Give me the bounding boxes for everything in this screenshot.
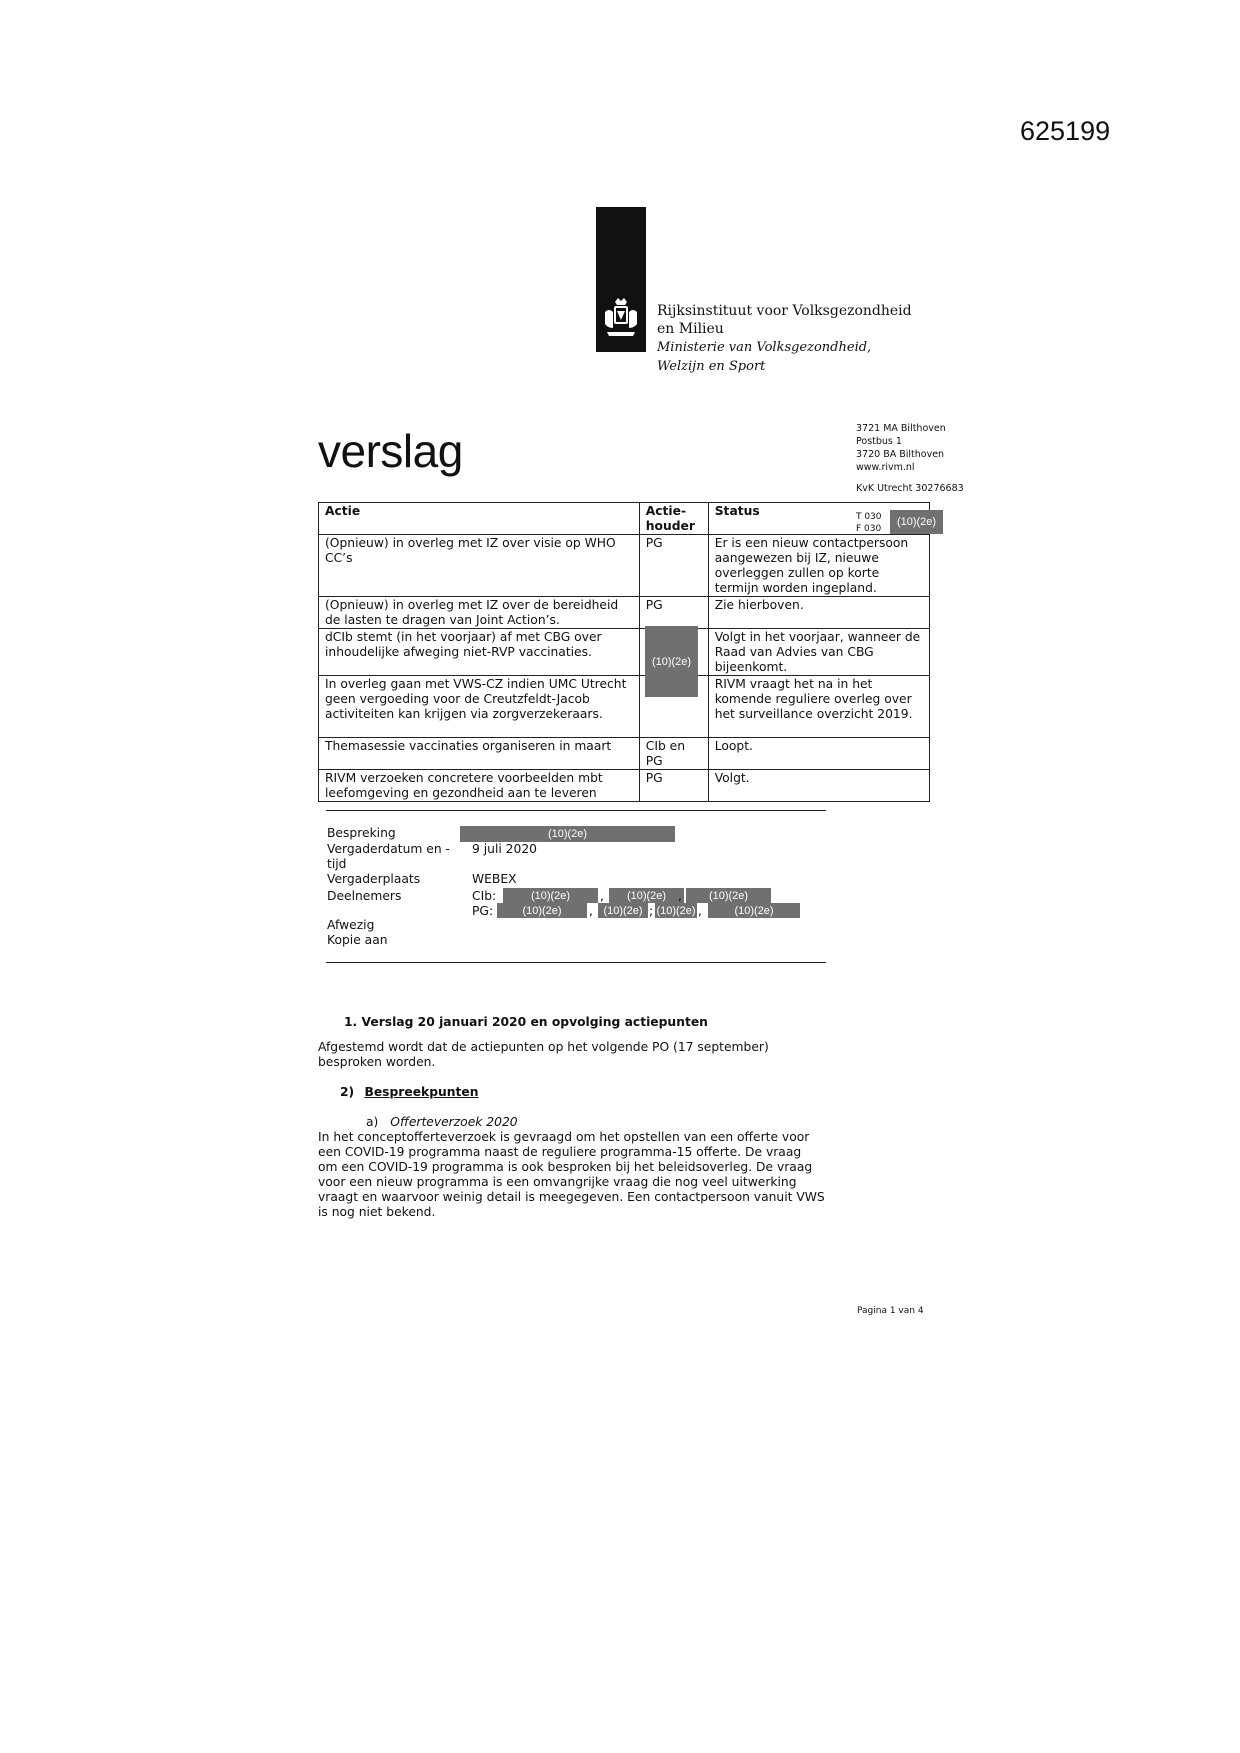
fax-line: F 030 [856,524,882,534]
body-line: In het conceptofferteverzoek is gevraagd om het opstellen van een offerte voor [318,1130,810,1144]
section-2-heading [340,1085,479,1099]
table-row [319,676,930,738]
cib-label: CIb: [472,889,497,903]
address-line-2: Postbus 1 [856,436,902,447]
address-block [856,422,964,495]
address-line-1: 3721 MA Bilthoven [856,423,946,434]
subsection-heading [366,1115,518,1129]
section-1-line-1: Afgestemd wordt dat de actiepunten op het volgende PO (17 september) [318,1040,769,1054]
redaction-block: (10)(2e) [708,903,800,918]
datum-label [327,842,450,872]
plaats-label: Vergaderplaats [327,872,421,886]
deelnemers-label: Deelnemers [327,889,402,903]
redaction-block: (10)(2e) [890,510,943,534]
redaction-block: (10)(2e) [503,888,598,903]
cell-actie: Themasessie vaccinaties organiseren in maart [319,738,640,770]
header-houder: Actie-houder [639,503,708,535]
table-row [319,535,930,597]
body-line: voor een nieuw programma is een omvangrijke vraag die nog veel uitwerking [318,1175,797,1189]
datum-label-line-2: tijd [327,857,347,871]
kopie-label: Kopie aan [327,933,388,947]
cell-status: Volgt in het voorjaar, wanneer de Raad van Advies van CBG bijeenkomt. [708,629,929,676]
redaction-block: (10)(2e) [656,904,696,917]
cell-actie: (Opnieuw) in overleg met IZ over visie op WHO CC’s [319,535,640,597]
datum-label-line-1: Vergaderdatum en - [327,842,450,856]
section-2-number: 2) [340,1085,355,1099]
organisation-name [657,302,912,376]
cell-actie: RIVM verzoeken concretere voorbeelden mbt leefomgeving en gezondheid aan te leveren [319,770,640,802]
redaction-block: (10)(2e) [497,903,587,918]
document-number: 625199 [1020,116,1111,146]
plaats-value: WEBEX [472,872,517,886]
datum-value: 9 juli 2020 [472,842,537,856]
cell-actie: dCIb stemt (in het voorjaar) af met CBG over inhoudelijke afweging niet-RVP vaccinaties. [319,629,640,676]
redaction-block: (10)(2e) [598,903,648,918]
table-row [319,770,930,802]
cell-houder: PG [639,535,708,597]
body-line: is nog niet bekend. [318,1205,436,1219]
cell-houder: CIb en PG [639,738,708,770]
body-line: vraagt en waarvoor weinig detail is meegegeven. Een contactpersoon vanuit VWS [318,1190,825,1204]
table-row [319,597,930,629]
redaction-block: (10)(2e) [609,888,684,903]
org-line-1: Rijksinstituut voor Volksgezondheid [657,303,912,319]
cell-status: Er is een nieuw contactpersoon aangewezen bij IZ, nieuwe overleggen zullen op korte termijn worden ingepland. [708,535,929,597]
page-footer: Pagina 1 van 4 [857,1306,924,1316]
table-row [319,738,930,770]
org-line-4: Welzijn en Sport [657,359,766,374]
subsection-number: a) [366,1115,379,1129]
redaction-block: (10)(2e) [645,626,698,697]
cell-houder: PG [639,770,708,802]
cell-actie: (Opnieuw) in overleg met IZ over de bereidheid de lasten te dragen van Joint Action’s. [319,597,640,629]
table-header-row [319,503,930,535]
section-2-title: Bespreekpunten [364,1085,479,1099]
subsection-title: Offerteverzoek 2020 [390,1115,518,1129]
section-1-line-2: besproken worden. [318,1055,436,1069]
address-line-3: 3720 BA Bilthoven [856,449,945,460]
address-website: www.rivm.nl [856,462,915,473]
page-title: verslag [318,425,463,477]
divider [326,810,826,811]
cell-status: Loopt. [708,738,929,770]
org-line-2: en Milieu [657,321,724,337]
header-status: Status [708,503,929,535]
divider [326,962,826,963]
cell-status: Zie hierboven. [708,597,929,629]
cell-houder: PG [639,597,708,629]
phone-fax [856,511,882,535]
cell-status: Volgt. [708,770,929,802]
org-line-3: Ministerie van Volksgezondheid, [657,340,872,355]
section-2-text [318,1130,848,1220]
table-row [319,629,930,676]
body-line: om een COVID-19 programma is ook besproken bij het beleidsoverleg. De vraag [318,1160,813,1174]
redaction-block: (10)(2e) [686,888,771,903]
action-table [318,502,930,802]
crest-icon [603,298,639,340]
redaction-block: (10)(2e) [460,826,675,842]
bespreking-label: Bespreking [327,826,396,840]
header-actie: Actie [319,503,640,535]
cell-actie: In overleg gaan met VWS-CZ indien UMC Utrecht geen vergoeding voor de Creutzfeldt-Jacob activiteiten kan krijgen via zorgverzekeraars. [319,676,640,738]
body-line: een COVID-19 programma naast de reguliere programma-15 offerte. De vraag [318,1145,802,1159]
pg-label: PG: [472,904,494,918]
afwezig-label: Afwezig [327,918,375,932]
phone-line: T 030 [856,512,882,522]
cell-status: RIVM vraagt het na in het komende reguliere overleg over het surveillance overzicht 2019. [708,676,929,738]
section-1-heading: 1. Verslag 20 januari 2020 en opvolging actiepunten [344,1015,708,1029]
section-1-text [318,1040,848,1070]
address-kvk: KvK Utrecht 30276683 [856,483,964,494]
